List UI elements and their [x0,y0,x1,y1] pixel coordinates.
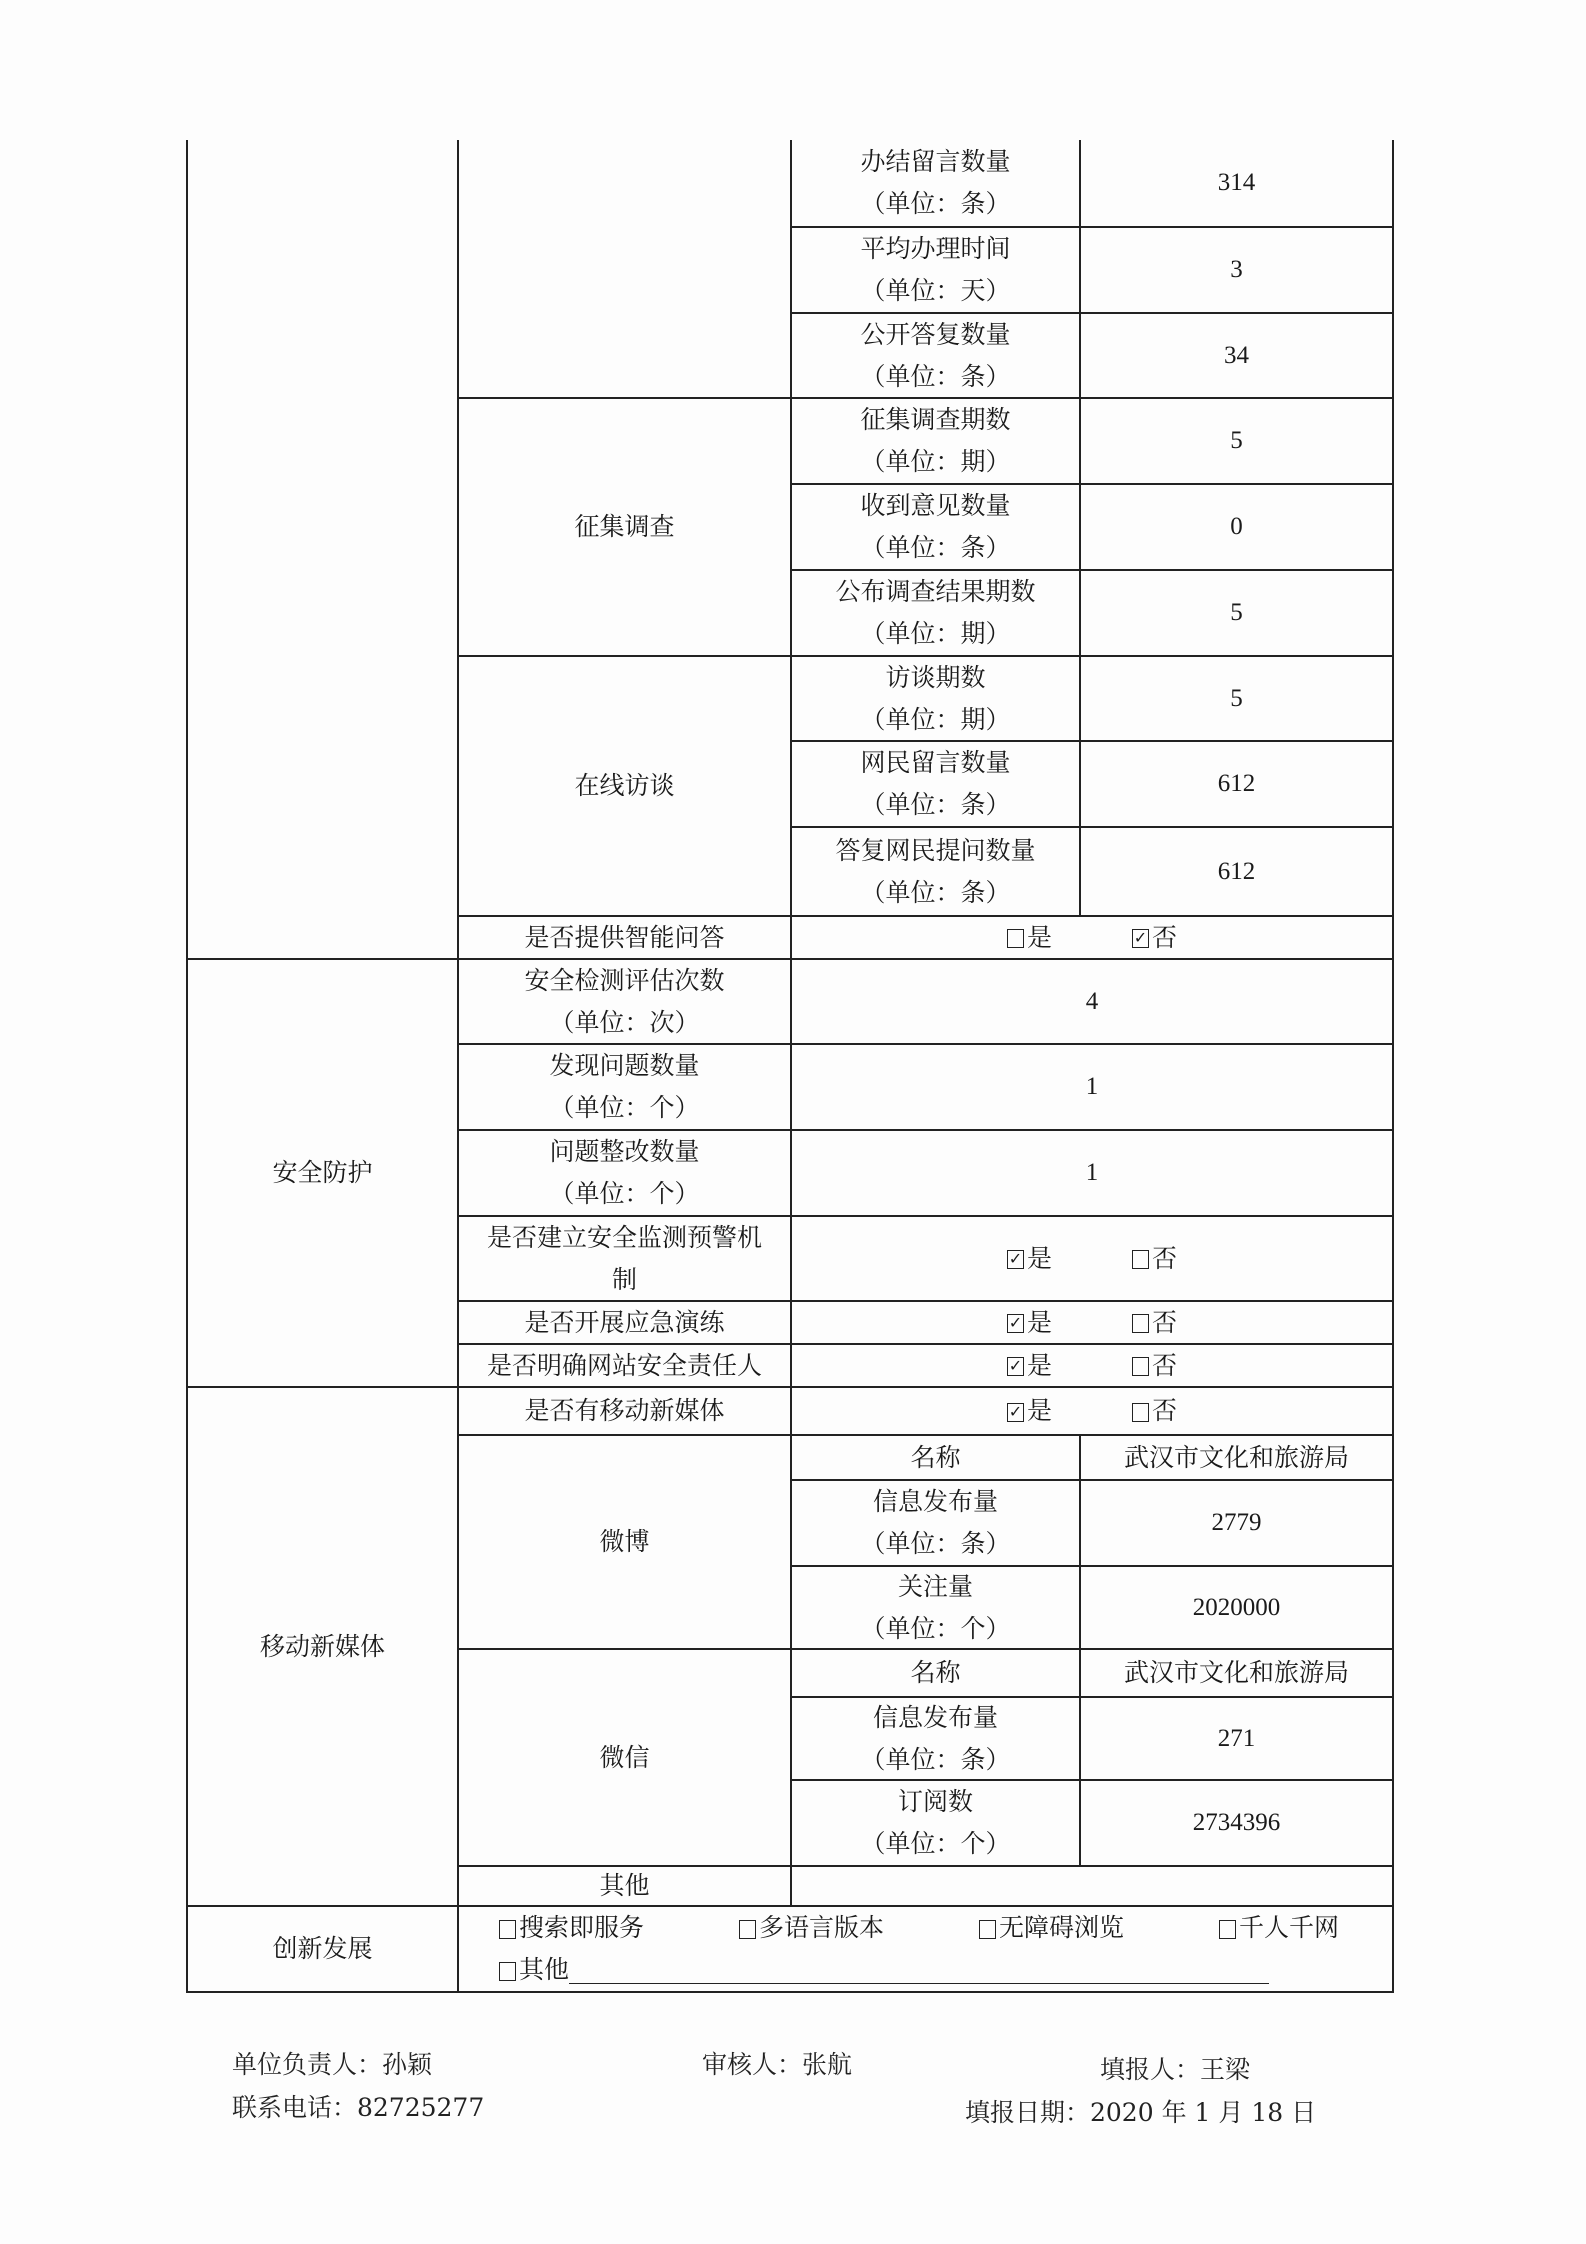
metric-value-cell: 34 [1079,312,1394,399]
no-option[interactable]: 否 [1132,1238,1177,1280]
metric-label-cell: 公布调查结果期数 （单位：期） [790,569,1081,657]
checked-box-icon[interactable]: ✓ [1008,1356,1023,1375]
metric-value-cell: 0 [1079,483,1394,571]
check-options-cell [790,1215,1394,1302]
section-innovation-title [186,1905,459,1993]
metric-value-cell: 1 [790,1129,1394,1217]
no-option[interactable]: 否 [1132,1390,1177,1432]
security-title: 安全防护 [272,1158,373,1187]
unchecked-box-icon[interactable] [1007,929,1024,948]
metric-value-cell: 5 [1079,397,1394,485]
other-label-cell: 其他 [457,1865,792,1907]
survey-subsection [457,397,792,657]
metric-label-cell: 订阅数 （单位：个） [790,1779,1081,1867]
checked-box-icon[interactable]: ✓ [1008,1401,1023,1421]
metric-label-cell: 发现问题数量 （单位：个） [457,1043,792,1131]
checked-box-icon[interactable]: ✓ [1133,928,1148,947]
metric-value-cell: 3 [1079,226,1394,314]
unchecked-box-icon[interactable] [1132,1403,1149,1422]
check-options-cell [790,1343,1394,1388]
reviewer: 审核人：张航 [702,2050,853,2079]
smart-qa-label: 是否提供智能问答 [457,915,792,960]
interview-title: 在线访谈 [574,771,675,800]
metric-value-cell: 2020000 [1079,1565,1394,1650]
yes-option[interactable]: ✓ 是 [1008,1307,1052,1337]
messages-subsection [457,140,792,399]
unchecked-box-icon[interactable] [499,1962,516,1981]
innovation-options-cell [457,1905,1394,1993]
innovation-title: 创新发展 [272,1934,373,1963]
no-option[interactable]: 否 [1132,1302,1177,1344]
metric-value-cell: 612 [1079,740,1394,828]
yes-option[interactable]: ✓ 是 [1008,1243,1052,1273]
metric-label-cell: 公开答复数量 （单位：条） [790,312,1081,399]
unchecked-box-icon[interactable] [1219,1920,1236,1939]
unchecked-box-icon[interactable] [1132,1357,1149,1376]
metric-label-cell: 征集调查期数 （单位：期） [790,397,1081,485]
name-value-cell: 武汉市文化和旅游局 [1079,1648,1394,1698]
section-interaction-col1 [186,140,459,960]
other-value-cell[interactable] [790,1865,1394,1907]
check-label-cell: 是否明确网站安全责任人 [457,1343,792,1388]
checked-box-icon[interactable]: ✓ [1008,1313,1023,1332]
metric-value-cell: 1 [790,1043,1394,1131]
metric-label-cell: 访谈期数 （单位：期） [790,655,1081,742]
innovation-option[interactable]: 无障碍浏览 [979,1907,1219,1949]
metric-label-cell: 信息发布量 （单位：条） [790,1479,1081,1567]
other-blank-line[interactable] [569,1957,1269,1984]
metric-label-cell: 答复网民提问数量 （单位：条） [790,826,1081,917]
innovation-other-option[interactable]: 其他 [499,1949,1269,1991]
metric-label-cell: 办结留言数量 （单位：条） [790,140,1081,228]
metric-label-cell: 收到意见数量 （单位：条） [790,483,1081,571]
yes-option[interactable]: ✓ 是 [1008,1396,1052,1425]
unchecked-box-icon[interactable] [499,1920,516,1939]
name-label-cell: 名称 [790,1434,1081,1481]
check-label-cell: 是否有移动新媒体 [457,1386,792,1436]
name-label-cell: 名称 [790,1648,1081,1698]
unchecked-box-icon[interactable] [739,1920,756,1939]
weibo-subsection: 微博 [457,1434,792,1650]
report-date: 填报日期：2020 年 1 月 18 日 [965,2098,1317,2127]
section-mobile-title [186,1386,459,1907]
section-security-title [186,958,459,1388]
mobile-title: 移动新媒体 [259,1631,385,1661]
unchecked-box-icon[interactable] [979,1920,996,1939]
wechat-subsection: 微信 [457,1648,792,1867]
metric-label-cell: 网民留言数量 （单位：条） [790,740,1081,828]
checked-box-icon[interactable]: ✓ [1008,1249,1023,1268]
name-value-cell: 武汉市文化和旅游局 [1079,1434,1394,1481]
metric-value-cell: 271 [1079,1696,1394,1781]
smart-qa-yes-option[interactable]: 是 [1007,917,1052,959]
metric-label-cell: 平均办理时间 （单位：天） [790,226,1081,314]
innovation-options-row [499,1907,1392,1949]
innovation-option[interactable]: 千人千网 [1219,1907,1339,1949]
metric-label-cell: 问题整改数量 （单位：个） [457,1129,792,1217]
metric-label-cell: 信息发布量 （单位：条） [790,1696,1081,1781]
survey-title: 征集调查 [574,512,675,541]
innovation-other-row [499,1949,1392,1991]
metric-value-cell: 5 [1079,655,1394,742]
yes-option[interactable]: ✓ 是 [1008,1350,1052,1380]
metric-value-cell: 4 [790,958,1394,1045]
metric-label-cell: 安全检测评估次数 （单位：次） [457,958,792,1045]
unchecked-box-icon[interactable] [1132,1250,1149,1269]
interview-subsection [457,655,792,917]
metric-label-cell: 关注量 （单位：个） [790,1565,1081,1650]
metric-value-cell: 2734396 [1079,1779,1394,1867]
check-options-cell [790,1386,1394,1436]
check-label-cell: 是否开展应急演练 [457,1300,792,1345]
unit-head: 单位负责人：孙颖 [232,2050,433,2079]
metric-value-cell: 2779 [1079,1479,1394,1567]
metric-value-cell: 612 [1079,826,1394,917]
no-option[interactable]: 否 [1132,1345,1177,1387]
check-options-cell [790,1300,1394,1345]
innovation-option[interactable]: 多语言版本 [739,1907,979,1949]
metric-value-cell: 5 [1079,569,1394,657]
check-label-cell: 是否建立安全监测预警机 制 [457,1215,792,1302]
filler: 填报人：王梁 [1100,2055,1251,2084]
innovation-option[interactable]: 搜索即服务 [499,1907,739,1949]
unchecked-box-icon[interactable] [1132,1314,1149,1333]
contact-phone: 联系电话：82725277 [232,2093,485,2122]
smart-qa-no-option[interactable]: ✓ 否 [1133,922,1178,952]
smart-qa-options [790,915,1394,960]
metric-value-cell: 314 [1079,140,1394,228]
